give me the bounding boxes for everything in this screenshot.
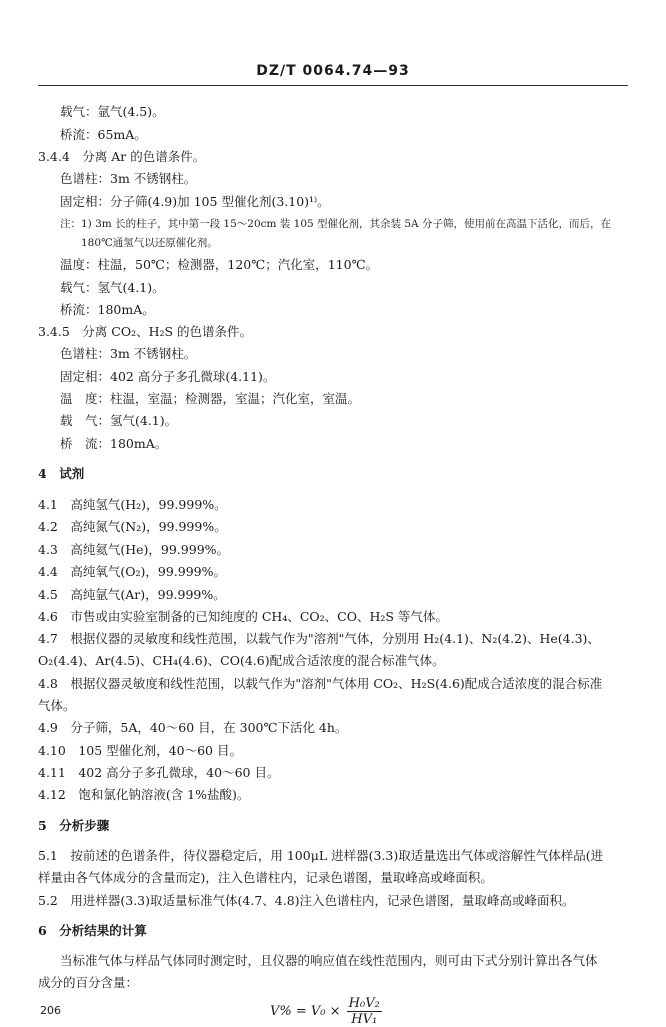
text-line: 载气：氩气(4.5)。 (60, 104, 165, 119)
text-line: 3.4.4 分离 Ar 的色谱条件。 (38, 149, 206, 164)
text-line: 4.1 高纯氢气(H₂)，99.999%。 (38, 497, 227, 512)
page-number: 206 (40, 1004, 61, 1017)
formula-denominator: HV₁ (351, 1012, 378, 1027)
text-line: 桥 流：180mA。 (60, 436, 168, 451)
text-line: 温 度：柱温，室温；检测器，室温；汽化室，室温。 (60, 391, 361, 406)
text-line: 4.11 402 高分子多孔微球，40～60 目。 (38, 765, 280, 780)
text-line: 载气：氢气(4.1)。 (60, 280, 165, 295)
formula-lhs: V% = V₀ × (270, 1004, 341, 1019)
text-line: 当标准气体与样品气体同时测定时，且仪器的响应值在线性范围内，则可由下式分别计算出各气体 (60, 953, 598, 968)
text-line: 4.7 根据仪器的灵敏度和线性范围，以载气作为"溶剂"气体，分别用 H₂(4.1)、N₂(4.2)、He(4.3)、 (38, 631, 600, 646)
text-line: 4.4 高纯氧气(O₂)，99.999%。 (38, 564, 227, 579)
text-line: 4.10 105 型催化剂，40～60 目。 (38, 743, 242, 758)
formula-fraction (347, 996, 382, 1027)
text-line: 成分的百分含量： (38, 975, 139, 990)
text-line: 桥流：180mA。 (60, 302, 155, 317)
text-line: 固定相：分子筛(4.9)加 105 型催化剂(3.10)¹⁾。 (60, 194, 330, 209)
text-line: 4.9 分子筛，5A，40～60 目，在 300℃下活化 4h。 (38, 720, 348, 735)
text-line: 180℃通氢气以还原催化剂。 (81, 237, 218, 249)
text-line: 注：1) 3m 长的柱子，其中第一段 15～20cm 装 105 型催化剂，其余装 5A 分子筛，使用前在高温下活化，而后，在 (60, 218, 611, 230)
header-rule (38, 85, 628, 86)
text-line: 色谱柱：3m 不锈钢柱。 (60, 171, 197, 186)
text-line: 4.12 饱和氯化钠溶液(含 1%盐酸)。 (38, 787, 250, 802)
text-line: 3.4.5 分离 CO₂、H₂S 的色谱条件。 (38, 324, 253, 339)
text-line: 固定相：402 高分子多孔微球(4.11)。 (60, 369, 276, 384)
section-heading: 6 分析结果的计算 (38, 923, 147, 938)
text-line: 4.5 高纯氩气(Ar)，99.999%。 (38, 587, 226, 602)
text-line: 色谱柱：3m 不锈钢柱。 (60, 346, 197, 361)
section-heading: 5 分析步骤 (38, 818, 110, 833)
text-line: 样量由各气体成分的含量而定)，注入色谱柱内，记录色谱图，量取峰高或峰面积。 (38, 870, 493, 885)
text-line: 4.3 高纯氦气(He)，99.999%。 (38, 542, 230, 557)
text-line: 4.8 根据仪器灵敏度和线性范围，以载气作为"溶剂"气体用 CO₂、H₂S(4.6)配成合适浓度的混合标准 (38, 676, 603, 691)
page-header: DZ/T 0064.74—93 (256, 63, 410, 79)
text-line: 4.2 高纯氮气(N₂)，99.999%。 (38, 519, 227, 534)
text-line: 载 气：氢气(4.1)。 (60, 413, 178, 428)
formula (270, 996, 382, 1027)
text-line: 气体。 (38, 698, 76, 713)
text-line: 温度：柱温，50℃；检测器，120℃；汽化室，110℃。 (60, 257, 379, 272)
text-line: 4.6 市售或由实验室制备的已知纯度的 CH₄、CO₂、CO、H₂S 等气体。 (38, 609, 448, 624)
text-line: 5.2 用进样器(3.3)取适量标准气体(4.7、4.8)注入色谱柱内，记录色谱图，量取峰高或峰面积。 (38, 893, 575, 908)
text-line: O₂(4.4)、Ar(4.5)、CH₄(4.6)、CO(4.6)配成合适浓度的混合标准气体。 (38, 653, 445, 668)
section-heading: 4 试剂 (38, 466, 85, 481)
text-line: 5.1 按前述的色谱条件，待仪器稳定后，用 100μL 进样器(3.3)取适量选出气体或溶解性气体样品(进 (38, 848, 604, 863)
text-line: 桥流：65mA。 (60, 127, 147, 142)
formula-numerator: H₀V₂ (348, 996, 380, 1011)
